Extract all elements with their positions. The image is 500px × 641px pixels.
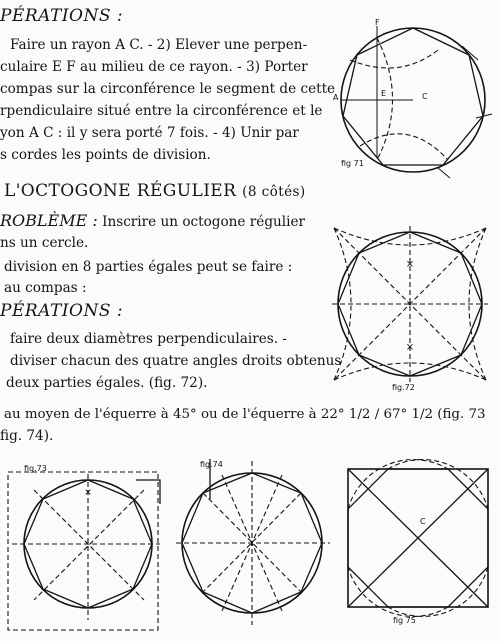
fig71-label-e: E: [381, 89, 387, 98]
fig71-construction-arc-3: [360, 134, 448, 160]
fig74-caption: fig.74: [200, 460, 223, 469]
operations-heading-1: PÉRATIONS :: [0, 6, 124, 26]
operations-1-line-4: rpendiculaire situé entre la circonférence et le: [0, 103, 323, 119]
operations-1-line-1: Faire un rayon A C. - 2) Elever une perpen-: [10, 37, 308, 53]
octogone-title-text: L'OCTOGONE RÉGULIER: [4, 181, 237, 201]
operations-1-line-3: compas sur la circonférence le segment de cette: [0, 81, 336, 97]
fig71-label-c: C: [422, 92, 428, 101]
equerre-line-2: fig. 74).: [0, 428, 54, 444]
figure-73-octagon-equerre: [4, 460, 164, 640]
figure-72-octagon-compass: [328, 222, 500, 387]
fig75-caption: fig 75: [393, 616, 416, 625]
operations-heading-2: PÉRATIONS :: [0, 301, 124, 321]
operations-2-line-3: deux parties égales. (fig. 72).: [6, 375, 208, 391]
probleme-line-1: [0, 213, 305, 230]
operations-2-line-1: faire deux diamètres perpendiculaires. -: [10, 331, 287, 347]
figure-71-heptagon: [330, 20, 500, 180]
fig73-set-square: [136, 480, 160, 504]
division-line-1: division en 8 parties égales peut se faire :: [4, 259, 293, 275]
operations-1-line-6: s cordes les points de division.: [0, 147, 211, 163]
figure-75-octagon-square: [344, 465, 494, 615]
operations-2-line-2: diviser chacun des quatre angles droits obtenus: [10, 353, 342, 369]
figure-74-octagon-equerre: [170, 455, 340, 635]
fig71-tick-3: [438, 168, 450, 178]
probleme-label: ROBLÈME :: [0, 211, 98, 230]
equerre-line-1: au moyen de l'équerre à 45° ou de l'équerre à 22° 1/2 / 67° 1/2 (fig. 73: [4, 407, 486, 422]
fig71-caption: fig 71: [341, 159, 364, 168]
fig75-label-c: C: [420, 517, 426, 526]
probleme-text: Inscrire un octogone régulier: [102, 214, 306, 230]
division-line-2: au compas :: [4, 280, 87, 296]
fig73-caption: fig.73: [24, 464, 47, 473]
fig71-label-f: F: [375, 18, 380, 27]
fig71-construction-arc-1: [377, 38, 393, 160]
fig72-mark-top: ×: [405, 259, 415, 270]
fig72-caption: fig.72: [392, 383, 415, 392]
octogone-title: [4, 183, 306, 200]
fig72-mark-bottom: ×: [405, 342, 415, 353]
probleme-line-2: ns un cercle.: [0, 235, 89, 251]
fig71-heptagon-outline: [343, 28, 483, 165]
octogone-sides-note: (8 côtés): [242, 184, 306, 200]
operations-1-line-5: yon A C : il y sera porté 7 fois. - 4) Unir par: [0, 125, 299, 141]
fig71-label-a: A: [333, 93, 339, 102]
fig73-mark: ×: [84, 488, 92, 498]
operations-1-line-2: culaire E F au milieu de ce rayon. - 3) Porter: [0, 59, 308, 75]
